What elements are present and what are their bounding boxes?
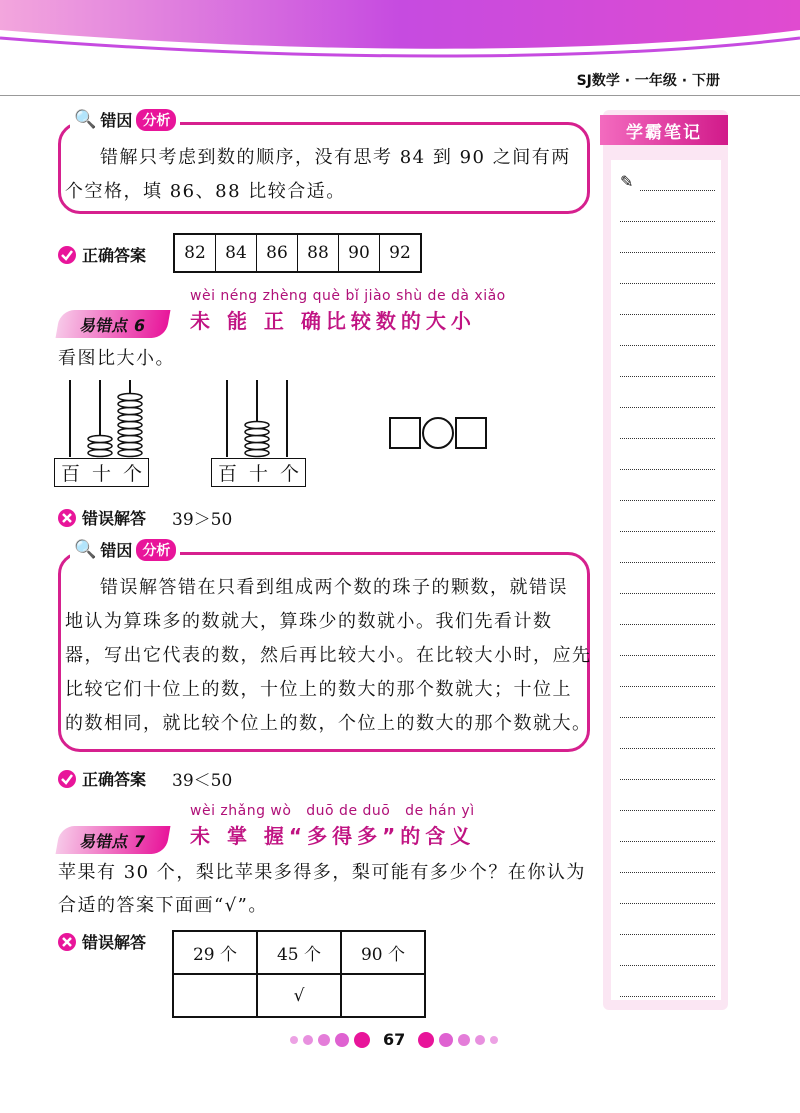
place-tens: 十: [248, 463, 268, 485]
dot-decoration: [458, 1034, 470, 1046]
abacus-1: [55, 375, 155, 460]
pinyin-7: wèi zhǎng wò duō de duō de hán yì: [190, 803, 475, 819]
place-hundreds: 百: [60, 463, 80, 485]
place-hundreds: 百: [217, 463, 237, 485]
place-tens: 十: [91, 463, 111, 485]
dot-decoration: [490, 1036, 498, 1044]
reason-line: 地认为算珠多的数就大，算珠少的数就小。我们先看计数: [65, 611, 553, 632]
note-line[interactable]: [620, 934, 715, 935]
pitfall-badge-7: 易错点 7: [56, 826, 171, 854]
wrong-answer-value: 39＞50: [172, 510, 233, 530]
reason-tag-highlight: 分析: [136, 539, 176, 561]
question-line: 苹果有 30 个，梨比苹果多得多，梨可能有多少个？在你认为: [58, 862, 586, 883]
correct-label-text: 正确答案: [82, 770, 147, 789]
answer-cell: 84: [216, 235, 257, 271]
reason-tag-1: [70, 108, 180, 131]
wrong-answer-label-7: [58, 930, 146, 953]
wrong-label-text: 错误解答: [82, 509, 147, 528]
check-icon: [58, 770, 76, 788]
note-line[interactable]: [620, 376, 715, 377]
answer-cell: 90: [339, 235, 380, 271]
pitfall-badge-6: 易错点 6: [56, 310, 171, 338]
table-header-cell: 90 个: [341, 931, 425, 974]
correct-answer-value: 39＜50: [172, 771, 233, 791]
note-line[interactable]: [620, 221, 715, 222]
notes-title: 学霸笔记: [600, 115, 728, 145]
abacus-2: [212, 375, 312, 460]
answer-cell: 82: [175, 235, 216, 271]
place-ones: 个: [279, 463, 299, 485]
note-line[interactable]: [620, 407, 715, 408]
dot-decoration: [335, 1033, 349, 1047]
apple-table: [172, 930, 426, 1018]
answer-cell: 92: [389, 243, 411, 263]
note-line[interactable]: [620, 686, 715, 687]
reason-line: 器，写出它代表的数，然后再比较大小。在比较大小时，应先: [65, 645, 592, 666]
note-line[interactable]: [620, 438, 715, 439]
reason-line: 个空格，填 86、88 比较合适。: [65, 181, 346, 202]
reason-tag-label: 错因: [100, 541, 133, 560]
answer-cells: [173, 233, 422, 273]
pinyin-6: wèi néng zhèng què bǐ jiào shù de dà xiǎo: [190, 288, 506, 304]
note-line[interactable]: [620, 314, 715, 315]
note-line[interactable]: [620, 810, 715, 811]
note-line[interactable]: [620, 593, 715, 594]
pitfall-title-7: 未 掌 握“多得多”的含义: [190, 824, 476, 848]
dot-decoration: [290, 1036, 298, 1044]
note-line[interactable]: [620, 500, 715, 501]
reason-tag-highlight: 分析: [136, 109, 176, 131]
mark-cell[interactable]: √: [257, 974, 341, 1017]
note-line[interactable]: [620, 903, 715, 904]
mark-cell[interactable]: [173, 974, 257, 1017]
notes-paper: [611, 160, 721, 1000]
magnifier-icon: 🔍: [74, 109, 97, 130]
reason-tag-2: [70, 538, 180, 561]
abacus-label-1: [54, 458, 149, 487]
place-ones: 个: [122, 463, 142, 485]
note-line[interactable]: [620, 345, 715, 346]
note-line[interactable]: [620, 717, 715, 718]
note-line[interactable]: [620, 872, 715, 873]
table-row: [173, 931, 425, 974]
note-line[interactable]: [620, 965, 715, 966]
wrong-answer-label-6: [58, 505, 232, 530]
footer: [290, 1030, 498, 1049]
header-rule: [0, 95, 800, 96]
note-line[interactable]: [620, 779, 715, 780]
mark-cell[interactable]: [341, 974, 425, 1017]
reason-line: 的数相同，就比较个位上的数，个位上的数大的那个数就大。: [65, 713, 592, 734]
note-line[interactable]: [620, 624, 715, 625]
note-line[interactable]: [620, 748, 715, 749]
table-header-cell: 45 个: [257, 931, 341, 974]
dot-decoration: [418, 1032, 434, 1048]
series-title: SJ数学 · 一年级 · 下册: [576, 73, 720, 89]
correct-label-text: 正确答案: [82, 246, 147, 265]
dot-decoration: [354, 1032, 370, 1048]
header-band: [0, 0, 800, 80]
note-line[interactable]: [620, 655, 715, 656]
table-header-cell: 29 个: [173, 931, 257, 974]
check-icon: [58, 246, 76, 264]
reason-line: 错解只考虑到数的顺序，没有思考 84 到 90 之间有两: [100, 147, 571, 168]
dot-decoration: [318, 1034, 330, 1046]
prompt-6: 看图比大小。: [58, 348, 175, 369]
compare-boxes[interactable]: [388, 415, 488, 451]
note-line[interactable]: [640, 190, 715, 191]
reason-line: 比较它们十位上的数，十位上的数大的那个数就大；十位上: [65, 679, 572, 700]
abacus-label-2: [211, 458, 306, 487]
correct-answer-label-1: [58, 243, 146, 266]
answer-cell: 86: [257, 235, 298, 271]
reason-line: 错误解答错在只看到组成两个数的珠子的颗数，就错误: [100, 577, 568, 598]
wrong-label-text: 错误解答: [82, 933, 147, 952]
pencil-icon: ✎: [620, 172, 634, 191]
table-row: [173, 974, 425, 1017]
note-line[interactable]: [620, 531, 715, 532]
magnifier-icon: 🔍: [74, 539, 97, 560]
note-line[interactable]: [620, 283, 715, 284]
correct-answer-label-6: [58, 766, 232, 791]
cross-icon: [58, 509, 76, 527]
note-line[interactable]: [620, 996, 715, 997]
dot-decoration: [303, 1035, 313, 1045]
note-line[interactable]: [620, 841, 715, 842]
reason-tag-label: 错因: [100, 111, 133, 130]
note-line[interactable]: [620, 562, 715, 563]
page-number: 67: [383, 1030, 406, 1049]
answer-cell: 88: [298, 235, 339, 271]
note-line[interactable]: [620, 252, 715, 253]
dot-decoration: [475, 1035, 485, 1045]
cross-icon: [58, 933, 76, 951]
note-line[interactable]: [620, 469, 715, 470]
dot-decoration: [439, 1033, 453, 1047]
pitfall-title-6: 未 能 正 确比较数的大小: [190, 309, 476, 333]
question-line: 合适的答案下面画“√”。: [58, 895, 268, 916]
